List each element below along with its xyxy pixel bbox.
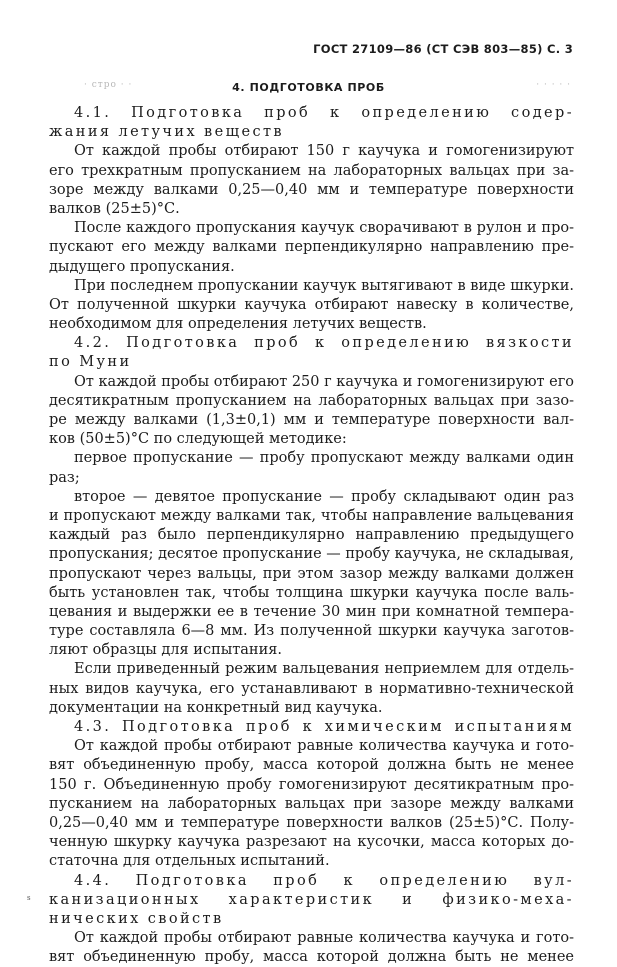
text-line: От каждой пробы отбирают равные количества каучука и гото- — [74, 930, 574, 947]
text-line: необходимом для определения летучих веществ. — [49, 316, 427, 333]
text-line: документации на конкретный вид каучука. — [49, 699, 383, 716]
clause-heading-4-1-cont: жания летучих веществ — [49, 124, 284, 141]
text-line: пропускают через вальцы, при этом зазор между валками должен — [49, 565, 574, 582]
text-line: 0,25—0,40 мм и температуре поверхности валков (25±5)°С. Полу- — [49, 814, 574, 831]
clause-heading-4-3: 4.3. Подготовка проб к химическим испытаниям — [74, 719, 574, 735]
section-title: 4. ПОДГОТОВКА ПРОБ — [232, 81, 385, 94]
running-header: ГОСТ 27109—86 (СТ СЭВ 803—85) С. 3 — [313, 42, 573, 56]
text-line: От каждой пробы отбирают 150 г каучука и гомогенизируют — [74, 143, 574, 160]
text-line: каждый раз было перпендикулярно направлению предыдущего — [49, 527, 574, 544]
text-line: ных видов каучука, его устанавливают в нормативно-технической — [49, 680, 574, 697]
text-line: зоре между валками 0,25—0,40 мм и температуре поверхности — [49, 181, 574, 198]
clause-heading-4-2-cont: по Муни — [49, 354, 132, 371]
text-line: туре составляла 6—8 мм. Из полученной шкурки каучука заготов- — [49, 623, 574, 640]
text-line: Если приведенный режим вальцевания неприемлем для отдель- — [74, 661, 574, 678]
text-line: ре между валками (1,3±0,1) мм и температуре поверхности вал- — [49, 412, 574, 428]
clause-heading-4-4: 4.4. Подготовка проб к определению вул- — [74, 872, 574, 889]
body-text — [49, 104, 574, 967]
clause-heading-4-4-cont: канизационных характеристик и физико-меха- — [49, 891, 574, 908]
text-line: пропускания; десятое пропускание — пробу каучука, не складывая, — [49, 546, 574, 563]
text-line: ляют образцы для испытания. — [49, 642, 283, 659]
text-line: раз; — [49, 469, 80, 486]
text-line: цевания и выдержки ее в течение 30 мин при комнатной темпера- — [49, 603, 574, 620]
margin-mark: s — [27, 894, 31, 902]
text-line: быть установлен так, чтобы толщина шкурки каучука после валь- — [49, 584, 574, 601]
stray-mark-left: · стро · · — [84, 80, 133, 90]
stray-mark-right: · · · · · — [536, 80, 571, 90]
text-line: ченную шкурку каучука разрезают на кусочки, масса которых до- — [49, 834, 574, 851]
text-line: его трехкратным пропусканием на лабораторных вальцах при за- — [49, 162, 574, 179]
text-line: пусканием на лабораторных вальцах при зазоре между валками — [49, 795, 574, 812]
text-line: вят объединенную пробу, масса которой должна быть не менее — [49, 949, 574, 966]
text-line: От каждой пробы отбирают равные количества каучука и гото- — [74, 738, 574, 755]
text-line: От каждой пробы отбирают 250 г каучука и гомогенизируют его — [74, 373, 574, 390]
text-line: дыдущего пропускания. — [49, 258, 235, 275]
text-line: статочна для отдельных испытаний. — [49, 853, 330, 870]
text-line: При последнем пропускании каучук вытягивают в виде шкурки. — [74, 277, 574, 294]
text-line: После каждого пропускания каучук сворачивают в рулон и про- — [74, 220, 574, 237]
text-line: вят объединенную пробу, масса которой должна быть не менее — [49, 757, 574, 774]
text-line: первое пропускание — пробу пропускают между валками один — [74, 450, 574, 467]
text-line: второе — девятое пропускание — пробу складывают один раз — [74, 488, 574, 505]
text-line: От полученной шкурки каучука отбирают навеску в количестве, — [49, 296, 574, 313]
text-line: ков (50±5)°С по следующей методике: — [49, 431, 347, 448]
clause-heading-4-4-cont: нических свойств — [49, 910, 224, 927]
text-line: валков (25±5)°С. — [49, 200, 180, 217]
text-line: пускают его между валками перпендикулярно направлению пре- — [49, 239, 574, 256]
clause-heading-4-1: 4.1. Подготовка проб к определению содер- — [74, 105, 574, 121]
text-line: десятикратным пропусканием на лабораторных вальцах при зазо- — [49, 392, 574, 409]
clause-heading-4-2: 4.2. Подготовка проб к определению вязкости — [74, 335, 574, 352]
text-line: и пропускают между валками так, чтобы направление вальцевания — [49, 507, 574, 524]
text-line: 150 г. Объединенную пробу гомогенизируют десятикратным про- — [49, 776, 574, 793]
